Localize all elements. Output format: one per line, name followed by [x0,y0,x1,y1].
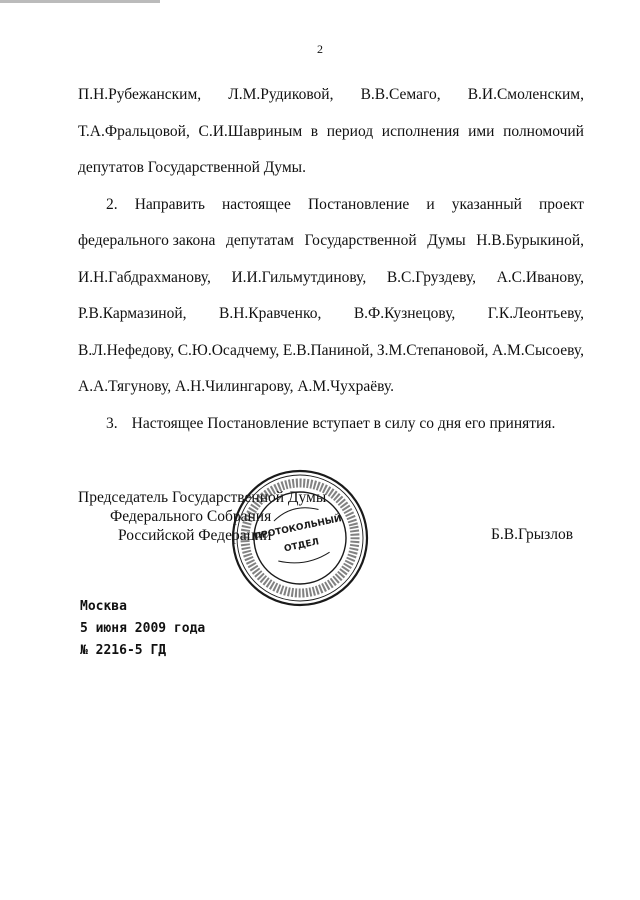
body-line-7: Р.В.Кармазиной, В.Н.Кравченко, В.Ф.Кузнецову, Г.К.Леонтьеву, [78,305,584,322]
signer-name: Б.В.Грызлов [491,526,574,543]
body-line-4: 2. Направить настоящее Постановление и указанный проект [106,195,584,213]
body-line-2: Т.А.Фральцовой, С.И.Шавриным в период исполнения ими полномочий [78,122,584,140]
body-line-9: А.А.Тягунову, А.Н.Чилингарову, А.М.Чухраёву. [78,378,395,395]
signer-title-line-3: Российской Федерации [118,527,272,544]
body-line-6: И.Н.Габдрахманову, И.И.Гильмутдинову, В.С.Груздеву, А.С.Иванову, [78,268,584,286]
document-footer [80,596,205,662]
footer-city: Москва [80,599,127,614]
official-seal-stamp [230,468,370,608]
body-line-5: федерального закона депутатам Государственной Думы Н.В.Бурыкиной, [78,232,584,249]
body-line-8: В.Л.Нефедову, С.Ю.Осадчему, Е.В.Паниной, З.М.Степановой, А.М.Сысоеву, [78,341,584,359]
footer-date: 5 июня 2009 года [80,621,206,636]
body-line-1: П.Н.Рубежанским, Л.М.Рудиковой, В.В.Семаго, В.И.Смоленским, [78,86,584,103]
footer-number: № 2216-5 ГД [80,643,167,658]
body-line-3: депутатов Государственной Думы. [78,159,306,176]
signer-title-line-2: Федерального Собрания [110,508,272,525]
body-text [78,86,584,451]
page-number: 2 [317,42,323,56]
body-line-10: 3. Настоящее Постановление вступает в силу со дня его принятия. [106,414,556,432]
signer-title-line-1: Председатель Государственной Думы [78,489,327,506]
stamp-text-office: ОТДЕЛ [283,537,321,555]
scan-edge-mark [0,0,160,3]
stamp-text-department: ПРОТОКОЛЬНЫЙ [253,514,343,543]
